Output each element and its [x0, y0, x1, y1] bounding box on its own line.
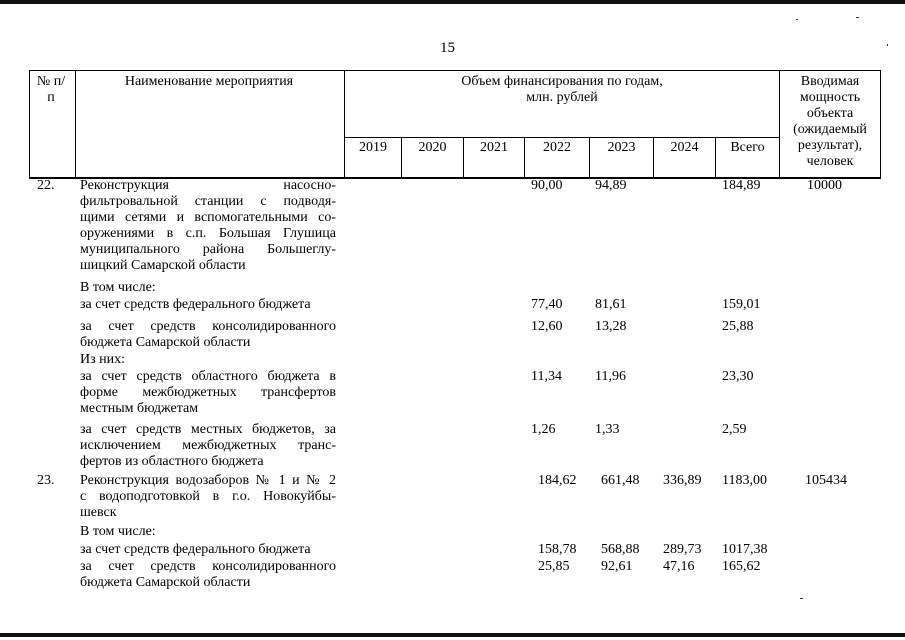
value-2023: 11,96: [595, 369, 626, 384]
row-name-line: местным бюджетам: [80, 401, 199, 416]
header-funding-line2: млн. рублей: [526, 90, 598, 105]
header-funding-line1: Объем финансирования по годам,: [461, 74, 663, 89]
value-total: 1017,38: [722, 542, 768, 557]
table-right-border: [880, 70, 881, 179]
value-2022: 184,62: [538, 473, 577, 488]
header-capacity-line: Вводимая: [800, 74, 860, 89]
header-capacity-line: мощность: [799, 90, 861, 105]
value-total: 1183,00: [722, 473, 767, 488]
row-name-line: исключением межбюджетных транс-: [80, 438, 336, 453]
header-year-2019: 2019: [359, 140, 387, 155]
value-2023: 661,48: [601, 473, 640, 488]
value-2022: 90,00: [531, 178, 563, 193]
value-2022: 158,78: [538, 542, 577, 557]
row-name-line: бюджета Самарской области: [80, 575, 251, 590]
header-year-2021: 2021: [480, 140, 508, 155]
top-scan-border: [0, 0, 905, 4]
scan-speck: [796, 19, 798, 20]
row-name: [80, 369, 336, 417]
year-row-divider: [344, 137, 779, 138]
subheading-including: В том числе:: [80, 280, 156, 295]
value-total: 159,01: [722, 297, 761, 312]
row-number: 22.: [37, 178, 55, 193]
subheading-including: В том числе:: [80, 524, 156, 539]
row-name: [80, 178, 336, 274]
header-year-total: Всего: [730, 140, 765, 155]
value-2024: 289,73: [663, 542, 702, 557]
row-name-line: фертов из областного бюджета: [80, 454, 264, 469]
row-name-line: шицкий Самарской области: [80, 258, 246, 273]
col-divider-total: [779, 70, 780, 179]
value-2023: 81,61: [595, 297, 627, 312]
value-2022: 77,40: [531, 297, 563, 312]
value-2022: 25,85: [538, 559, 570, 574]
header-capacity-line: результат),: [797, 138, 863, 153]
row-name-line: за счет средств консолидированного: [80, 559, 336, 574]
row-name-line: Реконструкция насосно-: [80, 178, 336, 193]
value-total: 25,88: [722, 319, 754, 334]
value-2023: 1,33: [595, 422, 620, 437]
header-num: № п/п: [36, 74, 66, 105]
header-capacity: [781, 74, 879, 170]
row-name-line: щими сетями и вспомогательными со-: [80, 210, 336, 225]
row-name-line: фильтровальной станции с подводя-: [80, 194, 336, 209]
header-year-2022: 2022: [543, 140, 571, 155]
bottom-scan-border: [0, 633, 905, 637]
row-name-line: муниципального района Большеглу-: [80, 242, 336, 257]
row-name-line: оружениями в с.п. Большая Глушица: [80, 226, 336, 241]
value-2023: 13,28: [595, 319, 627, 334]
value-2024: 47,16: [663, 559, 695, 574]
value-2022: 12,60: [531, 319, 563, 334]
header-year-2023: 2023: [607, 140, 636, 155]
value-2023: 92,61: [601, 559, 633, 574]
row-name-line: за счет средств консолидированного: [80, 319, 336, 334]
row-name-line: за счет средств местных бюджетов, за: [80, 422, 336, 437]
row-name-line: за счет средств областного бюджета в: [80, 369, 336, 384]
value-2022: 11,34: [531, 369, 562, 384]
value-2023: 568,88: [601, 542, 640, 557]
value-total: 184,89: [722, 178, 761, 193]
row-name-line: шевск: [80, 505, 117, 520]
row-name: [80, 422, 336, 470]
row-name: [80, 473, 336, 521]
scan-speck: [887, 44, 888, 46]
value-total: 23,30: [722, 369, 754, 384]
row-name-line: с водоподготовкой в г.о. Новокуйбы-: [80, 489, 336, 504]
header-year-2020: 2020: [418, 140, 447, 155]
value-2022: 1,26: [531, 422, 556, 437]
row-name: [80, 542, 336, 558]
scan-speck: [856, 17, 859, 18]
table-left-border: [29, 70, 30, 179]
subheading-of-which: Из них:: [80, 352, 126, 367]
table-top-border: [29, 70, 880, 71]
value-capacity: 105434: [805, 473, 847, 488]
value-capacity: 10000: [807, 178, 842, 193]
row-number: 23.: [37, 473, 55, 488]
header-capacity-line: человек: [806, 154, 854, 169]
col-divider-name: [344, 70, 345, 179]
value-total: 165,62: [722, 559, 761, 574]
row-name-line: за счет средств федерального бюджета: [80, 297, 311, 312]
row-name-line: бюджета Самарской области: [80, 335, 251, 350]
row-name-line: за счет средств федерального бюджета: [80, 542, 311, 557]
row-name: [80, 319, 336, 351]
value-total: 2,59: [722, 422, 747, 437]
header-capacity-line: объекта: [806, 106, 854, 121]
row-name: [80, 559, 336, 591]
row-name: [80, 297, 336, 313]
page-number: 15: [440, 40, 455, 56]
header-capacity-line: (ожидаемый: [793, 122, 867, 137]
row-name-line: форме межбюджетных трансфертов: [80, 385, 336, 400]
header-year-2024: 2024: [670, 140, 699, 155]
value-2024: 336,89: [663, 473, 702, 488]
scan-speck: [800, 598, 803, 599]
row-name-line: Реконструкция водозаборов № 1 и № 2: [80, 473, 336, 488]
col-divider-num: [75, 70, 76, 179]
value-2023: 94,89: [595, 178, 627, 193]
header-name: Наименование мероприятия: [124, 74, 294, 89]
